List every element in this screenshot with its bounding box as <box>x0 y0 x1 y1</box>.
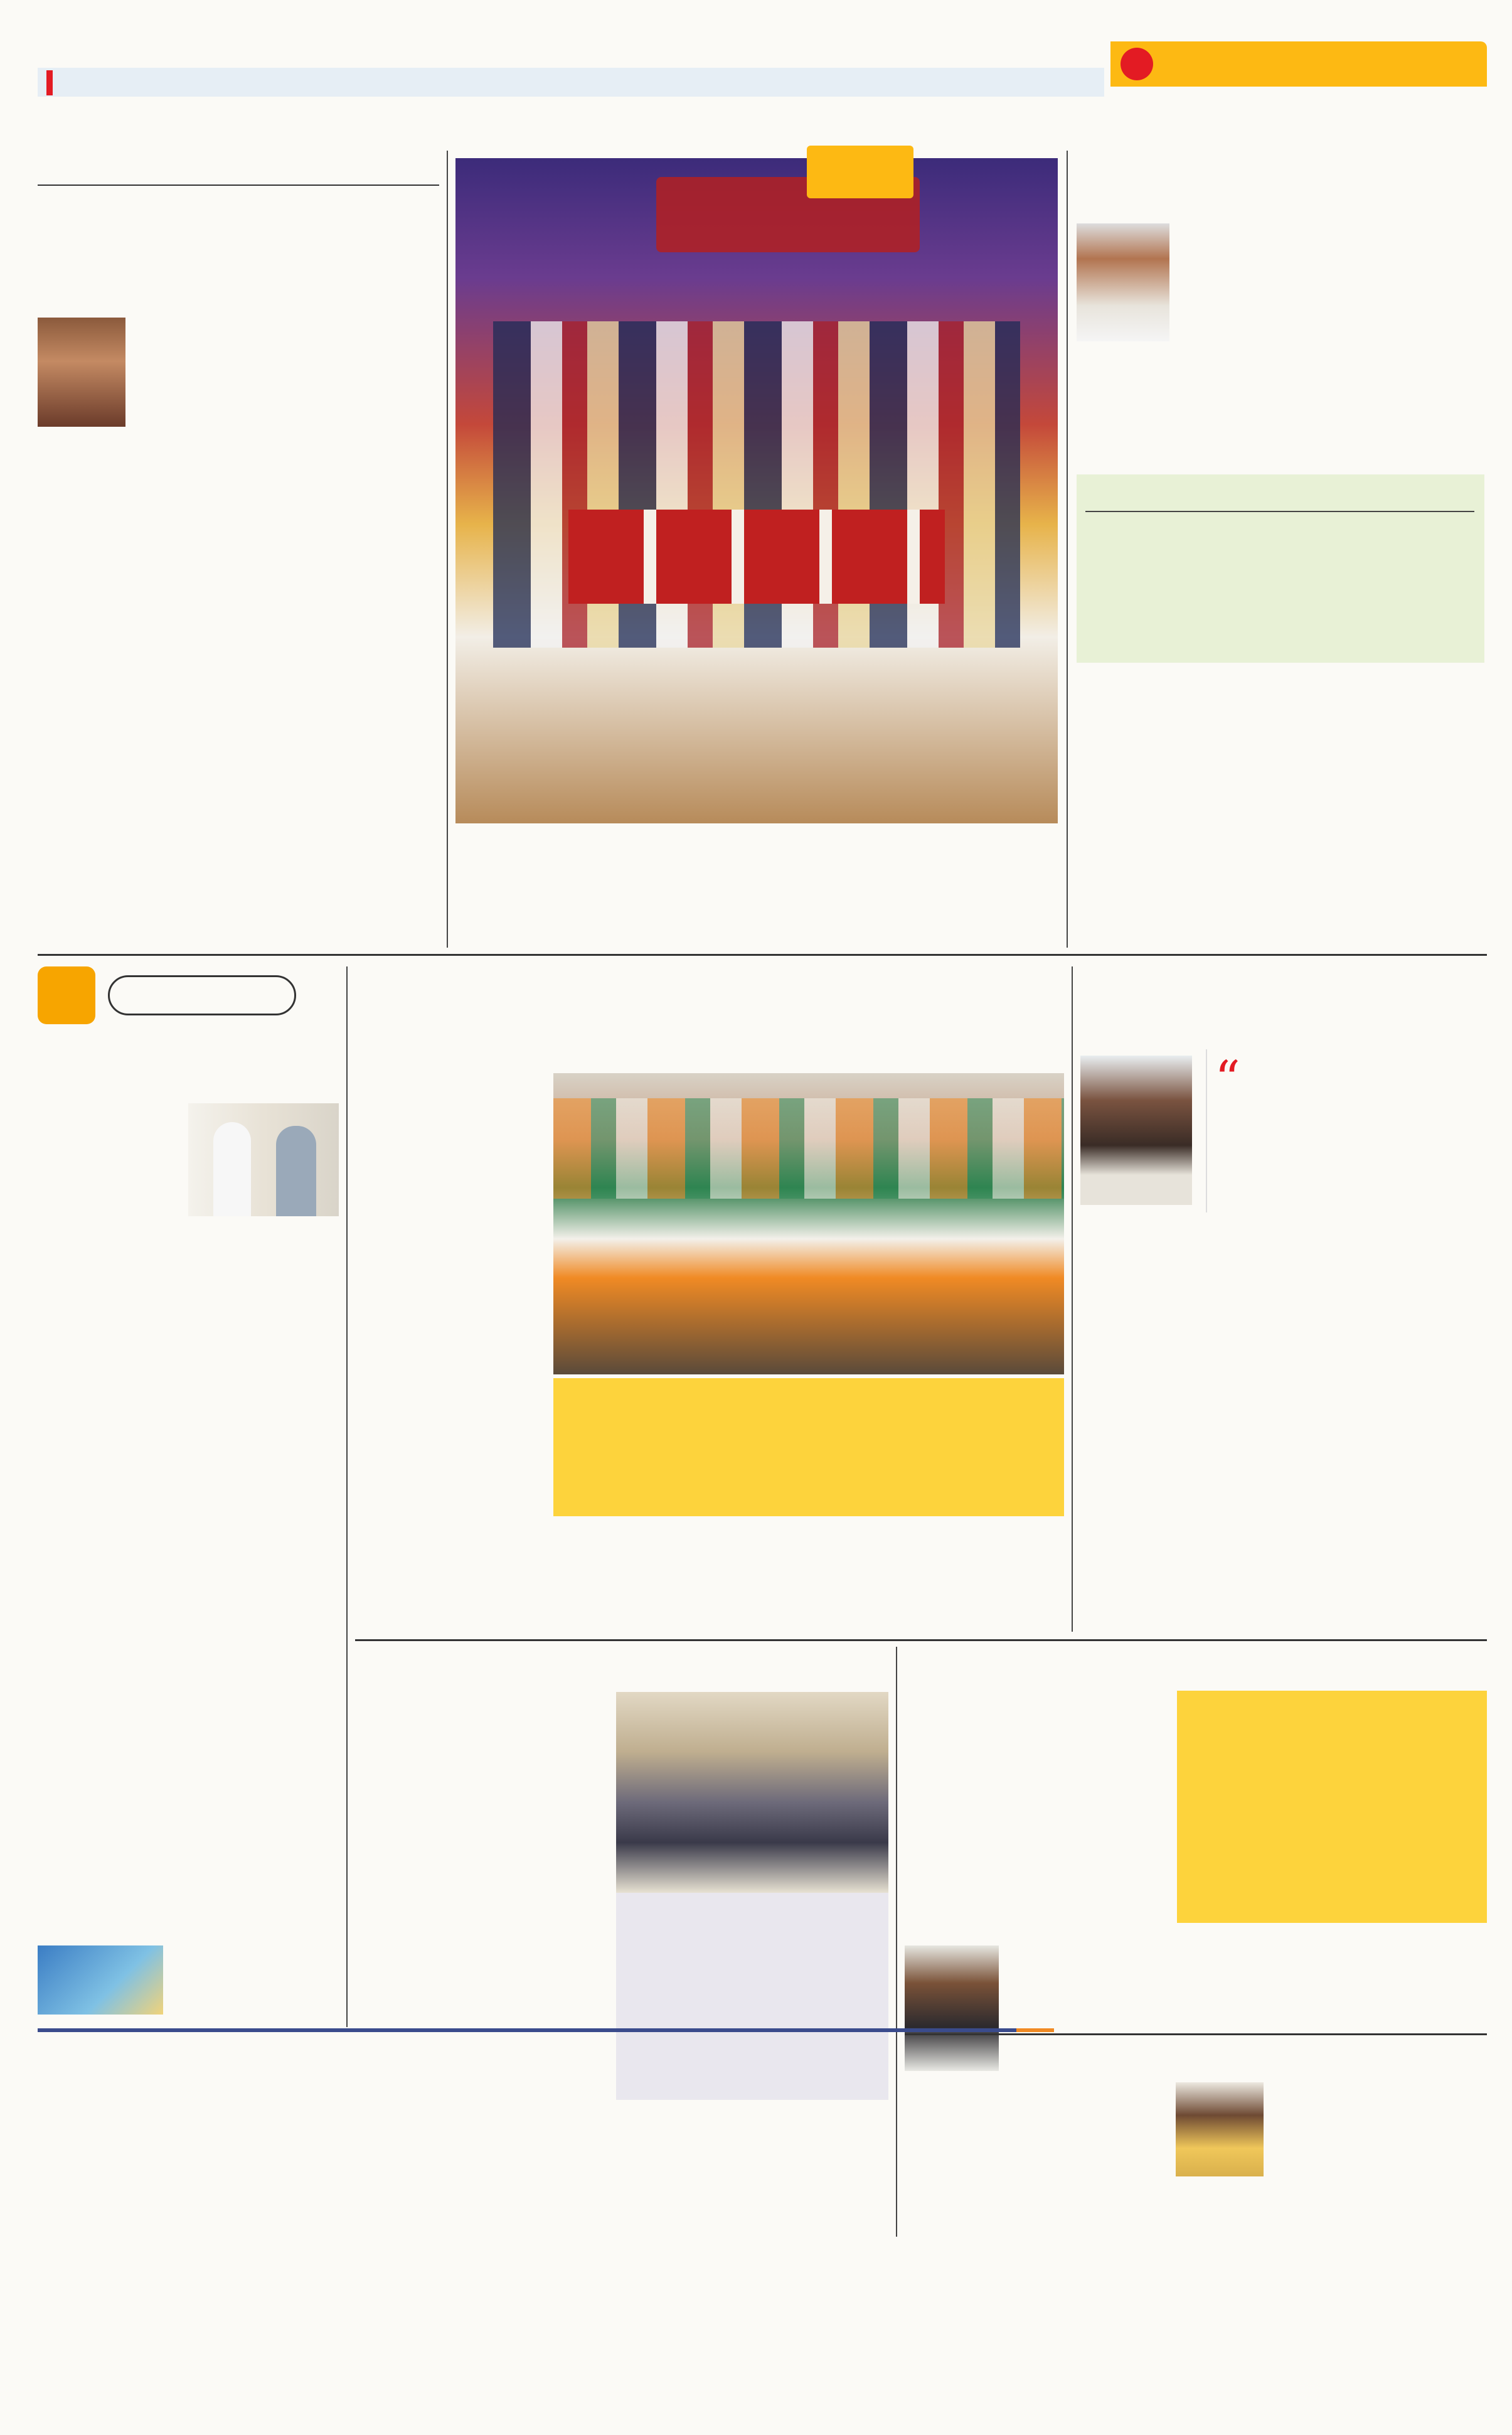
almatti-quote-text <box>1264 1053 1487 1179</box>
farmers-body-2 <box>355 1519 700 1632</box>
kiru-item3-photo <box>38 1945 163 2015</box>
farmers-box-title <box>553 1378 1064 1383</box>
almatti-headline <box>1080 961 1487 1042</box>
ceremony-tag <box>807 146 913 198</box>
date-block <box>60 60 223 129</box>
kiru-item1-photo-figure <box>276 1126 316 1216</box>
kiru-suddi <box>38 961 339 1840</box>
accused-rule <box>1085 511 1474 512</box>
ink-body <box>905 1691 1168 1942</box>
kiru-label-wrap <box>108 975 296 1015</box>
row-divider <box>355 1639 1487 1641</box>
masthead <box>0 0 1512 144</box>
protest-flags <box>553 1098 1064 1199</box>
kiru-item1-headline <box>38 1037 339 1092</box>
ink-box-title <box>1177 1691 1487 1696</box>
story-ashoka <box>905 2041 1487 2242</box>
kcet-box-title <box>616 1893 888 1898</box>
kcet-body-3 <box>616 2102 888 2234</box>
brand-logo-icon <box>1121 48 1153 80</box>
finger-icon <box>38 966 95 1024</box>
ashoka-body-2 <box>1274 2082 1487 2235</box>
kcet-box-body <box>624 1925 881 2096</box>
ink-box <box>1177 1691 1487 1923</box>
box-accused <box>1077 474 1484 663</box>
masthead-red-mark <box>46 70 53 95</box>
court-body-2 <box>133 318 439 1071</box>
kiru-item3-body <box>38 1757 339 1939</box>
almatti-quote-by <box>1264 1184 1487 1202</box>
court-headline <box>38 143 439 182</box>
row-divider <box>38 954 1487 956</box>
kiru-item1-photo-figure <box>213 1122 251 1216</box>
ink-body-3 <box>1177 1928 1487 2028</box>
court-photo <box>38 318 125 427</box>
ceremony-caption <box>455 831 1058 944</box>
story-water <box>1077 143 1484 469</box>
brand-name <box>1162 44 1476 84</box>
accused-title <box>1077 474 1484 484</box>
gruhalakshmi-topbar <box>38 2028 1054 2032</box>
gruhalakshmi-topbar-accent <box>1016 2028 1054 2032</box>
kiru-suddi-logo <box>38 966 301 1024</box>
ink-subrule <box>905 2033 1487 2035</box>
almatti-quote <box>1206 1049 1487 1212</box>
divider <box>1067 151 1068 948</box>
farmers-body-4 <box>355 1381 543 1512</box>
ashoka-photo <box>1176 2082 1264 2176</box>
divider <box>1072 966 1073 1632</box>
story-ceremony <box>455 146 1058 949</box>
farmers-protest-photo <box>553 1073 1064 1374</box>
brand-block <box>1110 41 1487 136</box>
divider <box>447 151 448 948</box>
story-almatti <box>1080 961 1487 1633</box>
court-rule <box>38 185 439 186</box>
kiru-item2-headline <box>38 1394 339 1452</box>
kcet-sub <box>355 2102 606 2234</box>
story-court <box>38 143 439 1078</box>
divider <box>896 1647 897 2237</box>
ceremony-plaques <box>568 510 945 604</box>
kiru-item2-body <box>38 1457 339 1708</box>
accused-body <box>1085 516 1474 659</box>
kcet-photo <box>616 1692 888 1893</box>
farmers-box <box>553 1378 1064 1516</box>
quote-icon: “ <box>1215 1050 1240 1108</box>
water-headline <box>1077 143 1484 213</box>
kiru-item1-photo <box>188 1103 339 1216</box>
section-title <box>458 59 784 128</box>
almatti-body-2 <box>1080 1431 1487 1630</box>
farmers-body-3 <box>709 1519 1064 1632</box>
ashoka-body <box>905 2082 1168 2235</box>
water-body <box>1077 220 1484 464</box>
farmers-box-body <box>563 1411 1054 1512</box>
brand-tagline <box>1256 103 1482 120</box>
kiru-item3-headline <box>38 1721 339 1752</box>
divider <box>346 966 348 2027</box>
page-number <box>1162 90 1250 131</box>
ink-box-body <box>1186 1748 1478 1919</box>
kcet-fee-box <box>616 1893 888 2100</box>
court-body <box>38 193 439 313</box>
kiru-item1-body <box>38 1097 182 1361</box>
ceremony-photo <box>455 158 1058 823</box>
kcet-body <box>355 1691 606 2099</box>
